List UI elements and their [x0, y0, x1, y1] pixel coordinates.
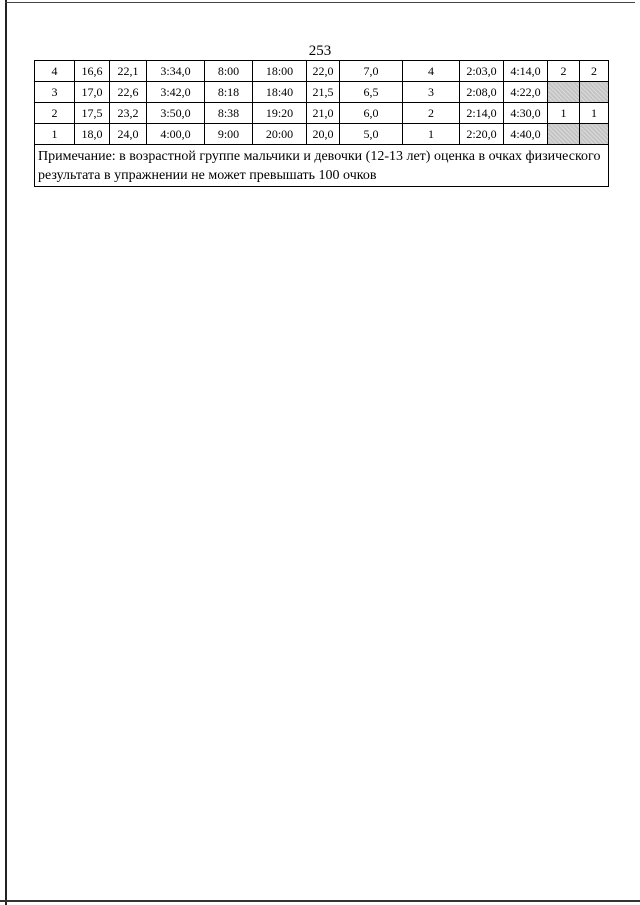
table-cell: 8:18: [205, 82, 253, 103]
table-row: [35, 82, 609, 103]
table-cell: 2: [548, 61, 580, 82]
table-cell: 4:00,0: [147, 124, 205, 145]
table-cell: 16,6: [75, 61, 110, 82]
table-cell: 18,0: [75, 124, 110, 145]
scan-left-edge: [5, 0, 7, 905]
table-cell: 7,0: [340, 61, 403, 82]
table-cell: 1: [403, 124, 460, 145]
table-cell: 4: [35, 61, 75, 82]
table-cell: 2: [403, 103, 460, 124]
shaded-cell: [548, 124, 580, 145]
shaded-cell: [548, 82, 580, 103]
table-cell: 1: [580, 103, 609, 124]
table-cell: 3:50,0: [147, 103, 205, 124]
table-cell: 2: [35, 103, 75, 124]
table-cell: 8:38: [205, 103, 253, 124]
table-cell: 1: [548, 103, 580, 124]
scan-bottom-edge: [0, 900, 640, 902]
table-row: [35, 61, 609, 82]
table-cell: 4:40,0: [504, 124, 548, 145]
table-cell: 2: [580, 61, 609, 82]
table-cell: 3:42,0: [147, 82, 205, 103]
shaded-cell: [580, 82, 609, 103]
table-cell: 3:34,0: [147, 61, 205, 82]
table-cell: 4: [403, 61, 460, 82]
table-cell: 6,0: [340, 103, 403, 124]
table-cell: 9:00: [205, 124, 253, 145]
table-cell: 21,5: [307, 82, 340, 103]
table-cell: 2:14,0: [460, 103, 504, 124]
table-cell: 2:20,0: [460, 124, 504, 145]
table-note: Примечание: в возрастной группе мальчики и девочки (12-13 лет) оценка в очках физического результата в упражнении не может превышать 100 очков: [35, 145, 609, 187]
table-cell: 17,5: [75, 103, 110, 124]
page-number: 253: [308, 43, 332, 59]
table-cell: 19:20: [253, 103, 307, 124]
table-cell: 20:00: [253, 124, 307, 145]
table-cell: 3: [35, 82, 75, 103]
note-row: [35, 145, 609, 187]
table-cell: 24,0: [110, 124, 147, 145]
table-cell: 18:00: [253, 61, 307, 82]
score-table: [34, 60, 609, 187]
table-cell: 5,0: [340, 124, 403, 145]
table-row: [35, 124, 609, 145]
table-cell: 20,0: [307, 124, 340, 145]
scan-top-edge: [5, 2, 635, 3]
table-cell: 18:40: [253, 82, 307, 103]
table-cell: 2:08,0: [460, 82, 504, 103]
table-cell: 4:14,0: [504, 61, 548, 82]
table-cell: 22,1: [110, 61, 147, 82]
table-row: [35, 103, 609, 124]
table-cell: 17,0: [75, 82, 110, 103]
table-cell: 6,5: [340, 82, 403, 103]
table-cell: 4:30,0: [504, 103, 548, 124]
table-cell: 23,2: [110, 103, 147, 124]
table-cell: 22,0: [307, 61, 340, 82]
table-cell: 3: [403, 82, 460, 103]
shaded-cell: [580, 124, 609, 145]
table-cell: 21,0: [307, 103, 340, 124]
table-cell: 22,6: [110, 82, 147, 103]
table-cell: 4:22,0: [504, 82, 548, 103]
table-cell: 1: [35, 124, 75, 145]
table-cell: 2:03,0: [460, 61, 504, 82]
table-cell: 8:00: [205, 61, 253, 82]
